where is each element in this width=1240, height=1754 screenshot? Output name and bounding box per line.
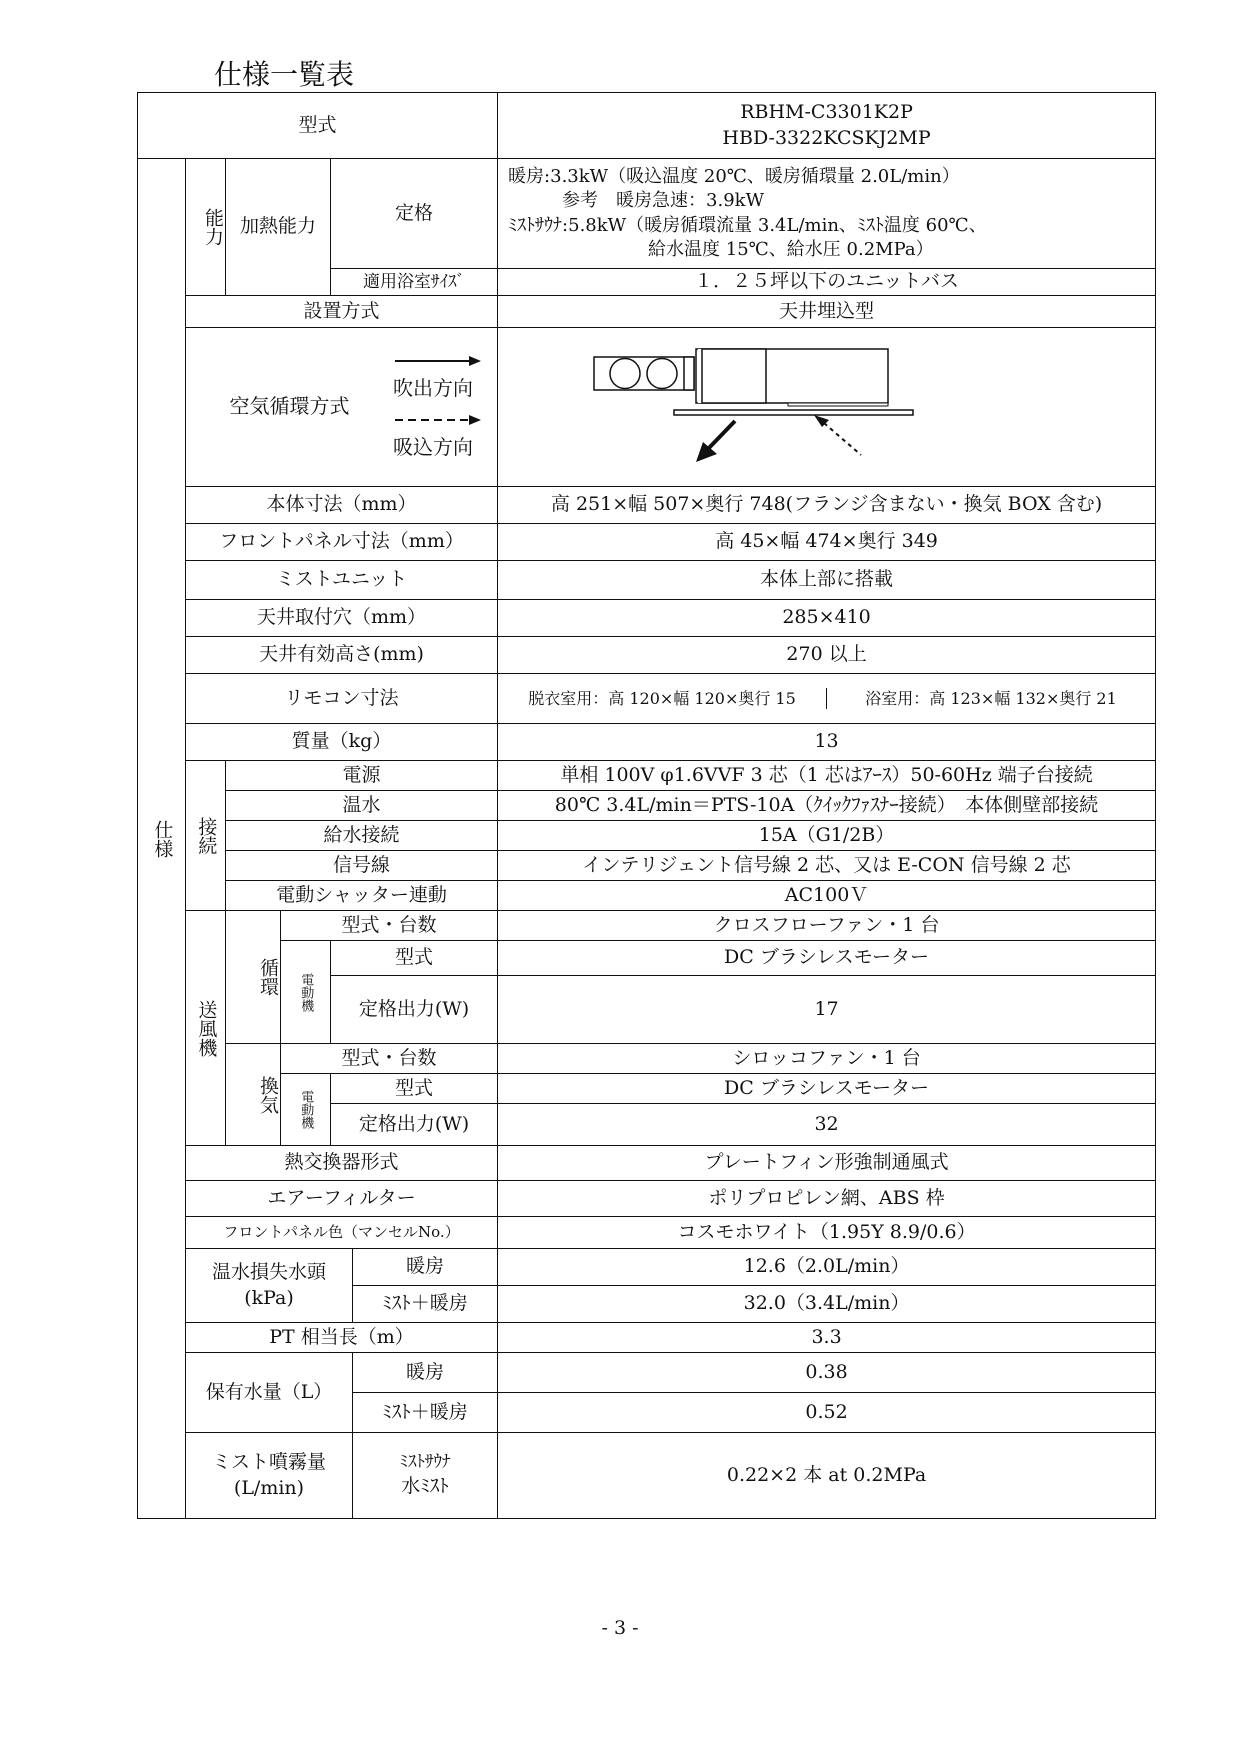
air-circulation-cell (186, 328, 498, 487)
circ-motor-type-label: 型式 (331, 941, 498, 976)
mist-spray-value: 0.22×2 本 at 0.2MPa (498, 1433, 1156, 1519)
vent-type-count-value: シロッコファン・1 台 (498, 1044, 1156, 1074)
shutter-value: AC100Ｖ (498, 881, 1156, 911)
duct-circle-2 (647, 359, 677, 389)
panel-color-value: コスモホワイト（1.95Y 8.9/0.6） (498, 1217, 1156, 1249)
signal-line-label: 信号線 (226, 851, 498, 881)
solid-arrow-icon (393, 353, 483, 369)
ceiling-height-label: 天井有効高さ(mm) (186, 636, 498, 673)
vent-type-count-label: 型式・台数 (281, 1044, 498, 1074)
air-filter-label: エアーフィルター (186, 1181, 498, 1217)
air-circulation-diagram (498, 328, 1156, 478)
heat-exchanger-label: 熱交換器形式 (186, 1146, 498, 1181)
page-title: 仕様一覧表 (214, 58, 355, 91)
rated-line-2: 参考 暖房急速：3.9kW (562, 190, 765, 212)
ventilation-label: 換気 (226, 1044, 281, 1146)
connection-group-label: 接続 (186, 761, 226, 911)
mist-spray-mode-1: ﾐｽﾄｻｳﾅ (399, 1452, 451, 1473)
dashed-arrow-icon (393, 412, 483, 428)
body-size-label: 本体寸法（mm） (186, 486, 498, 523)
head-loss-heating-label: 暖房 (353, 1249, 498, 1286)
circ-type-count-value: クロスフローファン・1 台 (498, 911, 1156, 941)
heating-capacity-label: 加熱能力 (226, 159, 331, 296)
mist-spray-mode-cell (353, 1433, 498, 1519)
body-size-value: 高 251×幅 507×奥行 748(フランジ含まない・換気 BOX 含む) (498, 486, 1156, 523)
duct-circle-1 (610, 359, 640, 389)
mist-unit-label: ミストユニット (186, 560, 498, 599)
install-value: 天井埋込型 (498, 296, 1156, 328)
bath-size-label: 適用浴室ｻｲｽﾞ (331, 269, 498, 296)
mist-unit-value: 本体上部に搭載 (498, 560, 1156, 599)
remote-size-values (498, 673, 1156, 723)
vent-motor-label: 電動機 (281, 1074, 331, 1146)
fan-group-label: 送風機 (186, 911, 226, 1146)
page-number: - 3 - (601, 1617, 639, 1639)
heat-exchanger-value: プレートフィン形強制通風式 (498, 1146, 1156, 1181)
rated-values (498, 159, 1156, 269)
water-volume-mist-label: ﾐｽﾄ＋暖房 (353, 1393, 498, 1433)
model-label: 型式 (138, 93, 498, 159)
remote-bath-value: 浴室用：高 123×幅 132×奥行 21 (826, 688, 1155, 710)
section-label: 仕様 (138, 159, 186, 1519)
air-filter-value: ポリプロピレン網、ABS 枠 (498, 1181, 1156, 1217)
vent-output-label: 定格出力(W) (331, 1104, 498, 1146)
circ-output-value: 17 (498, 976, 1156, 1044)
panel-size-value: 高 45×幅 474×奥行 349 (498, 523, 1156, 560)
front-panel-shape (674, 410, 913, 415)
mist-spray-mode-2: 水ﾐｽﾄ (401, 1475, 449, 1498)
rated-line-3: ﾐｽﾄｻｳﾅ:5.8kW（暖房循環流量 3.4L/min、ﾐｽﾄ温度 60℃、 (508, 214, 987, 236)
water-volume-mist-value: 0.52 (498, 1393, 1156, 1433)
blow-direction-label: 吹出方向 (393, 375, 474, 400)
air-legend (393, 353, 497, 461)
shutter-label: 電動シャッター連動 (226, 881, 498, 911)
water-volume-label: 保有水量（L） (186, 1353, 353, 1433)
hot-water-value: 80℃ 3.4L/min＝PTS-10A（ｸｲｯｸﾌｧｽﾅｰ接続） 本体側壁部接続 (498, 791, 1156, 821)
ceiling-hole-value: 285×410 (498, 599, 1156, 636)
rated-line-4: 給水温度 15℃、給水圧 0.2MPa） (648, 238, 934, 260)
circ-output-label: 定格出力(W) (331, 976, 498, 1044)
vent-box-shape (594, 357, 694, 390)
rated-label: 定格 (331, 159, 498, 269)
air-diagram-cell (498, 328, 1156, 487)
head-loss-mist-label: ﾐｽﾄ＋暖房 (353, 1286, 498, 1323)
air-circulation-label: 空気循環方式 (229, 394, 350, 419)
weight-label: 質量（kg） (186, 724, 498, 761)
vent-motor-type-label: 型式 (331, 1074, 498, 1104)
intake-direction-label: 吸込方向 (393, 434, 474, 459)
head-loss-mist-value: 32.0（3.4L/min） (498, 1286, 1156, 1323)
circulation-label: 循環 (226, 911, 281, 1044)
pt-length-value: 3.3 (498, 1323, 1156, 1353)
remote-dressing-value: 脱衣室用：高 120×幅 120×奥行 15 (528, 688, 796, 708)
bath-size-value: １．２５坪以下のユニットバス (498, 269, 1156, 296)
signal-line-value: インテリジェント信号線 2 芯、又は E-CON 信号線 2 芯 (498, 851, 1156, 881)
capacity-group-label: 能力 (186, 159, 226, 296)
mist-spray-unit: (L/min) (233, 1476, 305, 1499)
vent-output-value: 32 (498, 1104, 1156, 1146)
model-value-2: HBD-3322KCSKJ2MP (722, 126, 931, 149)
model-values (498, 93, 1156, 159)
hot-water-label: 温水 (226, 791, 498, 821)
circ-motor-label: 電動機 (281, 941, 331, 1044)
head-loss-heating-value: 12.6（2.0L/min） (498, 1249, 1156, 1286)
pt-length-label: PT 相当長（m） (186, 1323, 498, 1353)
water-volume-heating-label: 暖房 (353, 1353, 498, 1393)
power-label: 電源 (226, 761, 498, 791)
model-value-1: RBHM-C3301K2P (740, 100, 913, 123)
rated-line-1: 暖房:3.3kW（吸込温度 20℃、暖房循環量 2.0L/min） (508, 165, 960, 187)
ceiling-hole-label: 天井取付穴（mm） (186, 599, 498, 636)
weight-value: 13 (498, 724, 1156, 761)
circ-type-count-label: 型式・台数 (281, 911, 498, 941)
head-loss-label: 温水損失水頭 (211, 1260, 326, 1283)
mist-spray-label-cell (186, 1433, 353, 1519)
remote-size-label: リモコン寸法 (186, 673, 498, 723)
panel-color-label: フロントパネル色（マンセルNo.） (186, 1217, 498, 1249)
head-loss-label-cell (186, 1249, 353, 1323)
water-supply-label: 給水接続 (226, 821, 498, 851)
mist-spray-label: ミスト噴霧量 (211, 1450, 326, 1473)
water-volume-heating-value: 0.38 (498, 1353, 1156, 1393)
vent-motor-type-value: DC ブラシレスモーター (498, 1074, 1156, 1104)
install-label: 設置方式 (186, 296, 498, 328)
ceiling-height-value: 270 以上 (498, 636, 1156, 673)
head-loss-unit: (kPa) (244, 1286, 294, 1309)
water-supply-value: 15A（G1/2B） (498, 821, 1156, 851)
spec-table (137, 92, 1156, 1519)
circ-motor-type-value: DC ブラシレスモーター (498, 941, 1156, 976)
panel-size-label: フロントパネル寸法（mm） (186, 523, 498, 560)
power-value: 単相 100V φ1.6VVF 3 芯（1 芯はｱｰｽ）50-60Hz 端子台接続 (498, 761, 1156, 791)
